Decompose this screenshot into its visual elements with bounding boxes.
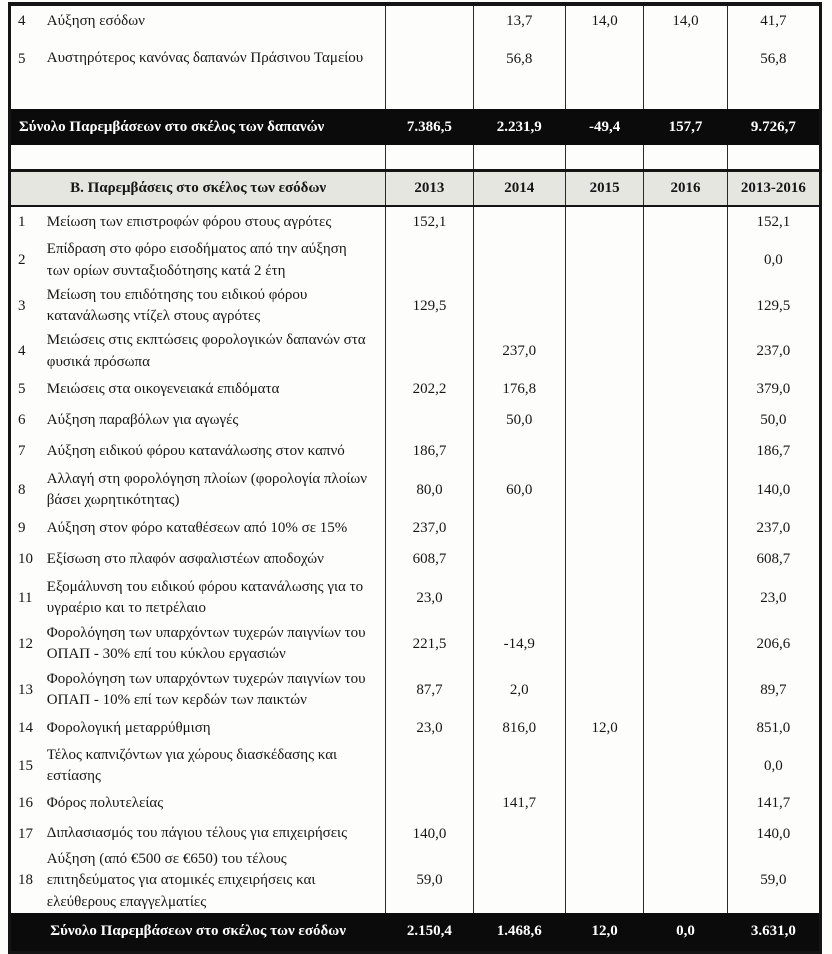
cell-2015 bbox=[565, 819, 643, 849]
empty-cell bbox=[473, 81, 565, 109]
cell-2014: 50,0 bbox=[473, 405, 565, 436]
cell-2015 bbox=[565, 37, 643, 81]
table-row bbox=[11, 283, 819, 329]
empty-cell bbox=[727, 81, 819, 109]
cell-2015 bbox=[565, 207, 643, 238]
cell-2016 bbox=[643, 374, 726, 405]
row-description: Αύξηση παραβόλων για αγωγές bbox=[46, 411, 239, 428]
cell-2014 bbox=[473, 744, 565, 788]
cell-2015 bbox=[565, 283, 643, 329]
cell-2014 bbox=[473, 819, 565, 849]
empty-row bbox=[11, 145, 819, 169]
cell-2016 bbox=[643, 849, 726, 913]
cell-2013: 59,0 bbox=[385, 849, 472, 913]
empty-cell bbox=[47, 81, 386, 109]
cell-total: 379,0 bbox=[727, 374, 819, 405]
cell-2015 bbox=[565, 788, 643, 819]
cell-2014: 2,0 bbox=[473, 667, 565, 713]
cell-total: 851,0 bbox=[727, 713, 819, 744]
cell-total: 186,7 bbox=[727, 436, 819, 467]
table-row bbox=[11, 788, 819, 819]
cell-2014 bbox=[473, 513, 565, 544]
row-number: 7 bbox=[18, 443, 26, 459]
cell-2013: 23,0 bbox=[385, 713, 472, 744]
table-row bbox=[11, 329, 819, 374]
row-number: 5 bbox=[18, 50, 26, 67]
cell-2015 bbox=[565, 513, 643, 544]
cell-2016 bbox=[643, 544, 726, 575]
cell-2013: 202,2 bbox=[385, 374, 472, 405]
cell-total: 0,0 bbox=[727, 744, 819, 788]
cell-2016 bbox=[643, 283, 726, 329]
cell-2014: 13,7 bbox=[473, 6, 565, 37]
row-description: Μειώσεις στα οικογενειακά επιδόματα bbox=[46, 380, 280, 397]
cell-2013: 87,7 bbox=[385, 667, 472, 713]
table-row bbox=[11, 621, 819, 667]
empty-cell bbox=[473, 145, 565, 169]
cell-2014 bbox=[473, 575, 565, 621]
total-2016: 0,0 bbox=[676, 923, 695, 940]
row-number: 3 bbox=[18, 297, 26, 314]
row-description: Μείωση των επιστροφών φόρου στους αγρότες bbox=[46, 213, 332, 230]
total-2016: 157,7 bbox=[668, 118, 703, 135]
cell-2015 bbox=[565, 621, 643, 667]
cell-2013: 140,0 bbox=[385, 819, 472, 849]
table-expenditure-section bbox=[8, 2, 822, 169]
total-2014: 2.231,9 bbox=[496, 118, 542, 135]
cell-2016 bbox=[643, 329, 726, 374]
cell-total: 140,0 bbox=[727, 819, 819, 849]
row-description: Φόρος πολυτελείας bbox=[46, 794, 164, 811]
cell-total: 608,7 bbox=[727, 544, 819, 575]
empty-cell bbox=[643, 145, 726, 169]
cell-2014: 176,8 bbox=[473, 374, 565, 405]
cell-2015 bbox=[565, 849, 643, 913]
cell-2014 bbox=[473, 238, 565, 283]
row-number: 4 bbox=[18, 343, 26, 359]
cell-2013 bbox=[385, 744, 472, 788]
row-description: Αύξηση ειδικού φόρου κατανάλωσης στον καπνό bbox=[46, 442, 345, 459]
cell-total: 41,7 bbox=[727, 6, 819, 37]
table-row bbox=[11, 744, 819, 788]
cell-2015 bbox=[565, 329, 643, 374]
cell-2016 bbox=[643, 238, 726, 283]
row-number: 6 bbox=[18, 412, 26, 428]
cell-2013: 152,1 bbox=[385, 207, 472, 238]
cell-2013 bbox=[385, 238, 472, 283]
empty-cell bbox=[11, 145, 47, 169]
empty-cell bbox=[385, 81, 472, 109]
cell-2013: 608,7 bbox=[385, 544, 472, 575]
cell-2015 bbox=[565, 544, 643, 575]
row-number: 16 bbox=[18, 795, 33, 811]
cell-2016 bbox=[643, 819, 726, 849]
cell-2014 bbox=[473, 207, 565, 238]
cell-2016 bbox=[643, 788, 726, 819]
cell-2013 bbox=[385, 329, 472, 374]
cell-2014: 816,0 bbox=[473, 713, 565, 744]
cell-2014: 56,8 bbox=[473, 37, 565, 81]
total-2014: 1.468,6 bbox=[496, 923, 542, 940]
cell-total: 0,0 bbox=[727, 238, 819, 283]
row-description: Φορολόγηση των υπαρχόντων τυχερών παιγνίων του ΟΠΑΠ - 30% επί του κύκλου εργασιών bbox=[46, 624, 366, 662]
row-description: Αυστηρότερος κανόνας δαπανών Πράσινου Ταμείου bbox=[46, 50, 364, 67]
empty-row bbox=[11, 81, 819, 109]
total-2015: 12,0 bbox=[591, 923, 618, 940]
row-number: 14 bbox=[18, 720, 33, 736]
cell-2014: 60,0 bbox=[473, 467, 565, 513]
cell-2016 bbox=[643, 405, 726, 436]
row-description: Τέλος καπνιζόντων για χώρους διασκέδασης και εστίασης bbox=[46, 746, 338, 784]
table-row bbox=[11, 713, 819, 744]
cell-total: 152,1 bbox=[727, 207, 819, 238]
cell-total: 59,0 bbox=[727, 849, 819, 913]
cell-2015: 14,0 bbox=[565, 6, 643, 37]
row-description: Αύξηση (από €500 σε €650) του τέλους επιτηδεύματος για ατομικές επιχειρήσεις και ελεύθερους επαγγελματίες bbox=[46, 851, 316, 910]
total-2015: -49,4 bbox=[588, 118, 621, 135]
cell-2013: 80,0 bbox=[385, 467, 472, 513]
cell-2016 bbox=[643, 744, 726, 788]
total-2013: 7.386,5 bbox=[406, 118, 452, 135]
cell-total: 237,0 bbox=[727, 513, 819, 544]
empty-cell bbox=[727, 145, 819, 169]
cell-total: 89,7 bbox=[727, 667, 819, 713]
cell-2014: -14,9 bbox=[473, 621, 565, 667]
row-description: Φορολογική μεταρρύθμιση bbox=[46, 719, 211, 736]
cell-2015 bbox=[565, 744, 643, 788]
header-section-title: Β. Παρεμβάσεις στο σκέλος των εσόδων bbox=[70, 180, 327, 196]
table-row bbox=[11, 374, 819, 405]
row-number: 15 bbox=[18, 757, 33, 774]
table-header-row bbox=[11, 172, 819, 207]
row-number: 11 bbox=[18, 589, 33, 606]
header-2015: 2015 bbox=[565, 172, 643, 205]
table-row bbox=[11, 819, 819, 849]
total-overall: 9.726,7 bbox=[750, 118, 796, 135]
cell-2013: 237,0 bbox=[385, 513, 472, 544]
cell-total: 56,8 bbox=[727, 37, 819, 81]
row-number: 18 bbox=[18, 872, 33, 889]
row-number: 9 bbox=[18, 520, 26, 536]
cell-total: 140,0 bbox=[727, 467, 819, 513]
cell-total: 129,5 bbox=[727, 283, 819, 329]
empty-cell bbox=[11, 81, 47, 109]
table-row bbox=[11, 37, 819, 81]
total-row-revenue bbox=[11, 913, 819, 951]
cell-total: 237,0 bbox=[727, 329, 819, 374]
row-number: 12 bbox=[18, 635, 33, 652]
cell-2016 bbox=[643, 207, 726, 238]
row-number: 4 bbox=[18, 13, 26, 29]
row-description: Αύξηση εσόδων bbox=[46, 12, 145, 29]
cell-2015: 12,0 bbox=[565, 713, 643, 744]
table-row bbox=[11, 849, 819, 913]
table-row bbox=[11, 436, 819, 467]
row-description: Εξίσωση στο πλαφόν ασφαλιστέων αποδοχών bbox=[46, 550, 324, 567]
cell-2015 bbox=[565, 374, 643, 405]
cell-2016 bbox=[643, 713, 726, 744]
cell-2016 bbox=[643, 621, 726, 667]
row-description: Αλλαγή στη φορολόγηση πλοίων (φορολογία πλοίων βάσει χωρητικότητας) bbox=[46, 470, 368, 508]
cell-2016 bbox=[643, 575, 726, 621]
total-label: Σύνολο Παρεμβάσεων στο σκέλος των εσόδων bbox=[50, 923, 346, 940]
cell-2015 bbox=[565, 436, 643, 467]
row-number: 2 bbox=[18, 252, 26, 268]
cell-total: 50,0 bbox=[727, 405, 819, 436]
cell-2014 bbox=[473, 544, 565, 575]
header-2014: 2014 bbox=[473, 172, 565, 205]
row-description: Μειώσεις στις εκπτώσεις φορολογικών δαπανών στα φυσικά πρόσωπα bbox=[46, 332, 366, 370]
row-description: Αύξηση στον φόρο καταθέσεων από 10% σε 15% bbox=[46, 519, 348, 536]
total-label: Σύνολο Παρεμβάσεων στο σκέλος των δαπανών bbox=[19, 118, 325, 135]
table-row bbox=[11, 544, 819, 575]
cell-2014: 141,7 bbox=[473, 788, 565, 819]
cell-2015 bbox=[565, 667, 643, 713]
table-row bbox=[11, 513, 819, 544]
cell-2016: 14,0 bbox=[643, 6, 726, 37]
cell-2016 bbox=[643, 436, 726, 467]
cell-2015 bbox=[565, 238, 643, 283]
row-number: 8 bbox=[18, 481, 26, 498]
row-number: 1 bbox=[18, 214, 26, 230]
cell-2016 bbox=[643, 467, 726, 513]
cell-2013 bbox=[385, 788, 472, 819]
table-revenue-section bbox=[8, 169, 822, 954]
cell-2013 bbox=[385, 37, 472, 81]
cell-2013: 186,7 bbox=[385, 436, 472, 467]
row-description: Μείωση του επιδότησης του ειδικού φόρου κατανάλωσης ντίζελ στους αγρότες bbox=[46, 286, 308, 324]
header-2013: 2013 bbox=[385, 172, 472, 205]
cell-2016 bbox=[643, 37, 726, 81]
table-row bbox=[11, 405, 819, 436]
cell-2014 bbox=[473, 436, 565, 467]
table-row bbox=[11, 575, 819, 621]
empty-cell bbox=[47, 145, 386, 169]
row-description: Επίδραση στο φόρο εισοδήματος από την αύξηση των ορίων συνταξιοδότησης κατά 2 έτη bbox=[46, 241, 347, 279]
table-row bbox=[11, 238, 819, 283]
cell-2016 bbox=[643, 667, 726, 713]
table-row bbox=[11, 6, 819, 37]
cell-2015 bbox=[565, 405, 643, 436]
cell-2015 bbox=[565, 575, 643, 621]
cell-2014: 237,0 bbox=[473, 329, 565, 374]
empty-cell bbox=[565, 81, 643, 109]
table-row bbox=[11, 207, 819, 238]
cell-2013 bbox=[385, 6, 472, 37]
cell-total: 141,7 bbox=[727, 788, 819, 819]
total-overall: 3.631,0 bbox=[750, 923, 796, 940]
header-2016: 2016 bbox=[643, 172, 726, 205]
cell-2016 bbox=[643, 513, 726, 544]
cell-2013: 221,5 bbox=[385, 621, 472, 667]
cell-2013: 23,0 bbox=[385, 575, 472, 621]
row-number: 5 bbox=[18, 381, 26, 397]
header-2013-2016: 2013-2016 bbox=[727, 172, 819, 205]
cell-2014 bbox=[473, 283, 565, 329]
row-description: Εξομάλυνση του ειδικού φόρου κατανάλωσης για το υγραέριο και το πετρέλαιο bbox=[46, 578, 364, 616]
table-row bbox=[11, 467, 819, 513]
row-number: 13 bbox=[18, 681, 33, 698]
total-row-expenditure bbox=[11, 109, 819, 145]
cell-2014 bbox=[473, 849, 565, 913]
cell-2015 bbox=[565, 467, 643, 513]
row-number: 17 bbox=[18, 825, 33, 842]
empty-cell bbox=[643, 81, 726, 109]
total-2013: 2.150,4 bbox=[406, 923, 452, 940]
cell-total: 23,0 bbox=[727, 575, 819, 621]
empty-cell bbox=[385, 145, 472, 169]
row-number: 10 bbox=[18, 551, 33, 567]
cell-2013: 129,5 bbox=[385, 283, 472, 329]
cell-2013 bbox=[385, 405, 472, 436]
table-row bbox=[11, 667, 819, 713]
empty-cell bbox=[565, 145, 643, 169]
cell-total: 206,6 bbox=[727, 621, 819, 667]
row-description: Διπλασιασμός του πάγιου τέλους για επιχειρήσεις bbox=[46, 825, 348, 842]
row-description: Φορολόγηση των υπαρχόντων τυχερών παιγνίων του ΟΠΑΠ - 10% επί των κερδών των παικτών bbox=[46, 670, 366, 708]
